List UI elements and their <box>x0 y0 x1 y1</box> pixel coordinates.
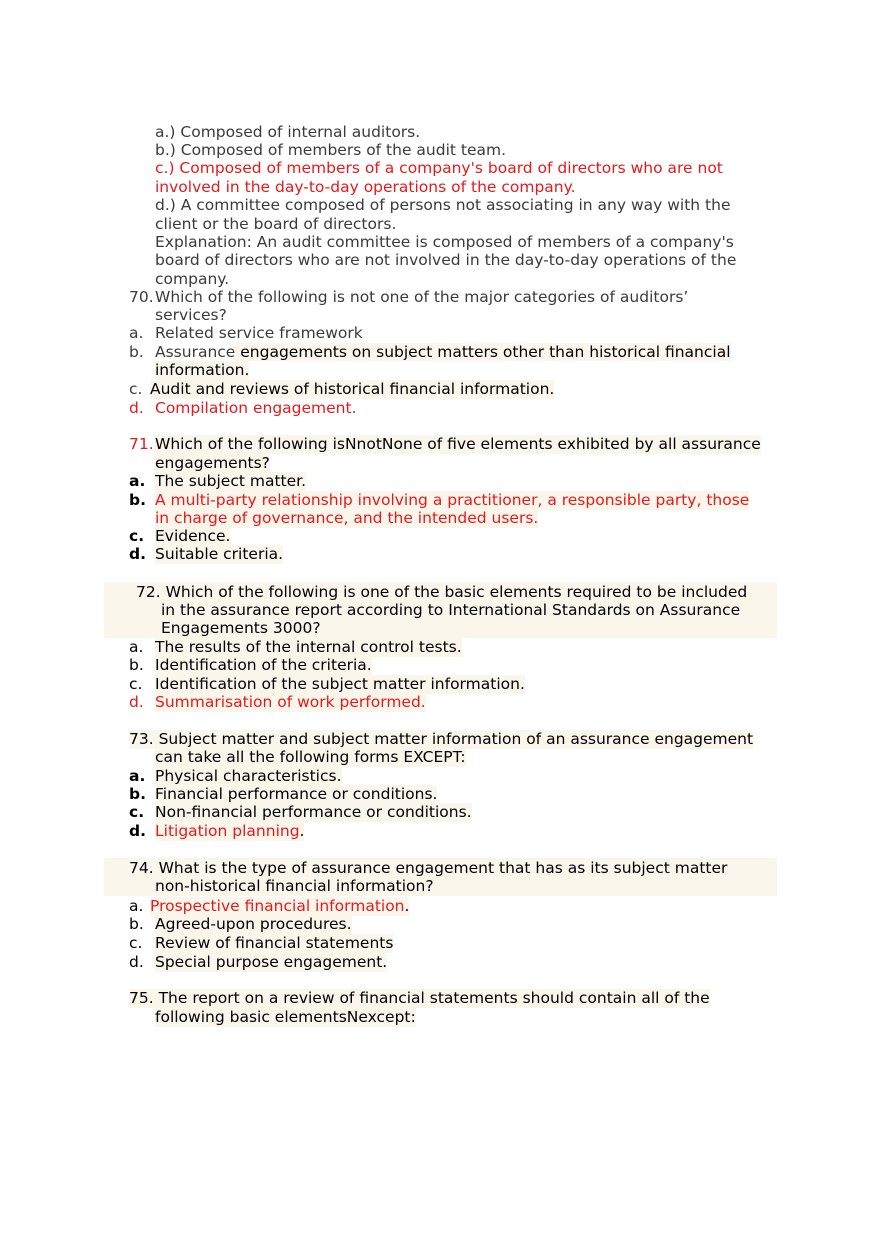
q73-option-d <box>155 822 304 841</box>
q69-explanation: Explanation: An audit committee is composed of members of a company's <box>155 233 734 251</box>
q69-explanation-cont: board of directors who are not involved in the day-to-day operations of the <box>155 251 737 269</box>
q74-option-d-label: d. <box>129 953 144 971</box>
q72-option-b: Identification of the criteria. <box>155 656 372 674</box>
q70-option-b-part1: Assurance <box>155 343 236 361</box>
q74-question-cont: non-historical financial information? <box>155 877 434 895</box>
q71-option-c: Evidence. <box>155 527 231 545</box>
q73-option-d-label: d. <box>129 822 146 840</box>
q71-number: 71. <box>129 435 154 453</box>
q73-option-a: Physical characteristics. <box>155 767 342 785</box>
q74-option-a <box>150 897 409 916</box>
q74-option-b: Agreed-upon procedures. <box>155 915 352 933</box>
q71-option-a: The subject matter. <box>155 472 307 490</box>
q70-number: 70. <box>129 288 154 306</box>
q69-option-c-answer-cont: involved in the day-to-day operations of the company. <box>155 178 576 196</box>
q70-option-b-cont: information. <box>155 361 250 379</box>
q73-option-b: Financial performance or conditions. <box>155 785 438 803</box>
q70-option-c: Audit and reviews of historical financial information. <box>150 380 555 398</box>
q70-option-c-label: c. <box>129 380 143 398</box>
q69-option-d: d.) A committee composed of persons not associating in any way with the <box>155 196 731 214</box>
q73-option-d-suffix: . <box>299 822 305 840</box>
q71-option-d-label: d. <box>129 545 146 563</box>
q72-question: 72. Which of the following is one of the basic elements required to be included <box>136 583 748 601</box>
q70-question-cont: services? <box>155 306 227 324</box>
q73-option-a-label: a. <box>129 767 146 785</box>
q72-option-a-label: a. <box>129 638 144 656</box>
q72-question-cont2: Engagements 3000? <box>161 619 321 637</box>
q71-question: Which of the following isNnotNone of five elements exhibited by all assurance <box>155 435 761 453</box>
q72-option-d-answer: Summarisation of work performed. <box>155 693 426 711</box>
q74-option-b-label: b. <box>129 915 144 933</box>
q69-explanation-cont2: company. <box>155 270 230 288</box>
q74-option-c-label: c. <box>129 934 143 952</box>
q73-option-c-label: c. <box>129 803 145 821</box>
q72-option-c-label: c. <box>129 675 143 693</box>
q70-option-b-part2: engagements on subject matters other than historical financial <box>235 343 731 361</box>
q72-option-d-label: d. <box>129 693 144 711</box>
q73-option-d-answer: Litigation planning <box>155 822 300 840</box>
q72-option-c: Identification of the subject matter information. <box>155 675 525 693</box>
q72-option-a: The results of the internal control tests. <box>155 638 462 656</box>
q73-option-c: Non-financial performance or conditions. <box>155 803 472 821</box>
q70-option-a: Related service framework <box>155 324 363 342</box>
q73-option-b-label: b. <box>129 785 146 803</box>
q70-option-d-answer: Compilation engagement. <box>155 399 357 417</box>
q72-question-cont: in the assurance report according to International Standards on Assurance <box>161 601 741 619</box>
q71-option-d: Suitable criteria. <box>155 545 284 563</box>
q70-option-a-label: a. <box>129 324 144 342</box>
q75-question-cont: following basic elementsNexcept: <box>155 1008 416 1026</box>
q74-option-d: Special purpose engagement. <box>155 953 388 971</box>
q70-option-b <box>155 343 731 362</box>
q71-option-a-label: a. <box>129 472 146 490</box>
q71-option-b-answer-cont: in charge of governance, and the intended users. <box>155 509 539 527</box>
q74-question: 74. What is the type of assurance engagement that has as its subject matter <box>129 859 728 877</box>
q69-option-c-answer: c.) Composed of members of a company's board of directors who are not <box>155 159 723 177</box>
q71-question-cont: engagements? <box>155 454 270 472</box>
q73-question-cont: can take all the following forms EXCEPT: <box>155 748 466 766</box>
q69-option-b: b.) Composed of members of the audit team. <box>155 141 507 159</box>
q71-option-c-label: c. <box>129 527 145 545</box>
q74-option-a-label: a. <box>129 897 144 915</box>
q70-option-b-label: b. <box>129 343 144 361</box>
q74-option-a-suffix: . <box>404 897 410 915</box>
q70-option-d-label: d. <box>129 399 144 417</box>
q69-option-d-cont: client or the board of directors. <box>155 215 397 233</box>
q73-question: 73. Subject matter and subject matter information of an assurance engagement <box>129 730 754 748</box>
q69-option-a: a.) Composed of internal auditors. <box>155 123 421 141</box>
q70-question: Which of the following is not one of the major categories of auditors’ <box>155 288 689 306</box>
q71-option-b-label: b. <box>129 491 146 509</box>
q71-option-b-answer: A multi-party relationship involving a practitioner, a responsible party, those <box>155 491 750 509</box>
q74-option-c: Review of financial statements <box>155 934 394 952</box>
q74-option-a-answer: Prospective financial information <box>150 897 405 915</box>
q75-question: 75. The report on a review of financial statements should contain all of the <box>129 989 710 1007</box>
q72-option-b-label: b. <box>129 656 144 674</box>
